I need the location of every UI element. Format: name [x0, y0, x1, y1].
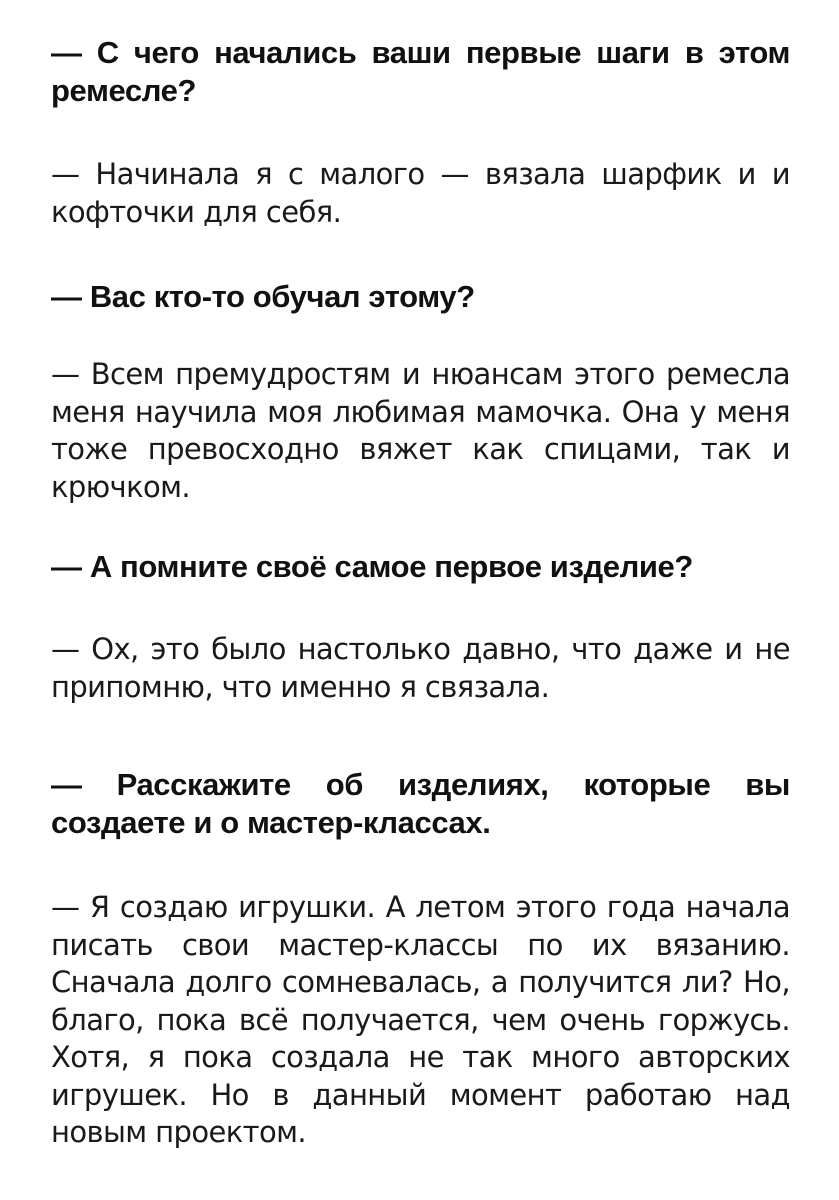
interview-question: — А помните своё самое первое изделие? — [51, 549, 693, 584]
interview-question: — Вас кто-то обучал этому? — [51, 279, 475, 314]
interview-answer: — Всем премудростям и нюансам этого ремесла меня научила моя любимая мамочка. Она у меня тоже превосходно вяжет как спицами, так и крючком. — [51, 357, 790, 504]
interview-answer: — Начинала я с малого — вязала шарфик и и кофточки для себя. — [51, 157, 790, 229]
interview-answer: — Я создаю игрушки. А летом этого года начала писать свои мастер-классы по их вязанию. Сначала долго сомневалась, а получится ли? Но, благо, пока всё получается, чем очень горжусь. Хотя, я пока создала не так много авторских игрушек. Но в данный момент работаю над новым проектом. — [51, 890, 790, 1149]
interview-question: — С чего начались ваши первые шаги в этом ремесле? — [51, 35, 790, 108]
interview-question: — Расскажите об изделиях, которые вы создаете и о мастер-классах. — [51, 767, 790, 840]
interview-answer: — Ох, это было настолько давно, что даже и не припомню, что именно я связала. — [51, 632, 790, 704]
